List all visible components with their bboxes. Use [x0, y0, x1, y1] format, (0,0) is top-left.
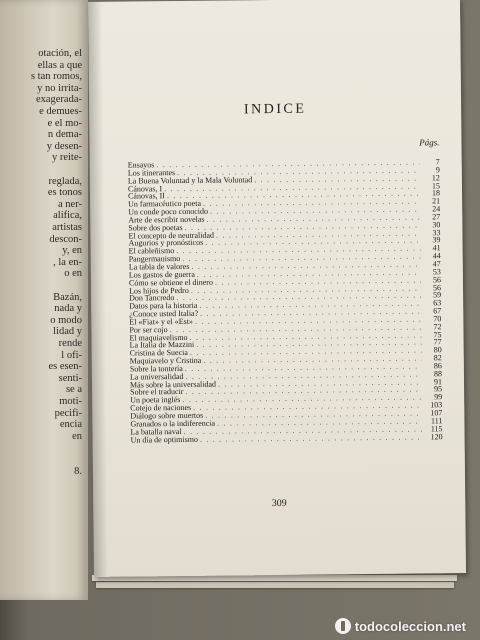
left-page-line: descon- [49, 233, 82, 245]
left-page-line: es tonos [47, 187, 82, 199]
toc-entry [131, 433, 443, 444]
left-page-line: e el mo- [47, 117, 82, 129]
left-page-line: 8. [74, 465, 82, 477]
toc-entry-title: El concepto de neutralidad [128, 230, 215, 241]
left-page-line: exagerada- [35, 94, 82, 106]
toc-entry-page: 72 [433, 321, 442, 332]
left-page-line: Bazán, [53, 291, 82, 303]
left-page-line: en [72, 430, 82, 442]
toc-entry-title: Diálogo sobre muertos [130, 410, 204, 421]
left-page-line: y reite- [51, 152, 82, 164]
toc-entry-title: ¿Conoce usted Italia? [129, 308, 199, 319]
index-title: INDICE [243, 101, 307, 118]
left-page-line: lidad y [53, 326, 82, 338]
toc-entry-title: Sobre la tontería [129, 363, 183, 374]
left-page-line: a ner- [58, 198, 82, 210]
toc-entry-page: 47 [432, 259, 441, 269]
left-page-line: alifica, [53, 210, 82, 222]
watermark [335, 618, 466, 634]
toc-entry-title: Por ser cojo [129, 324, 168, 335]
toc-entry-page: 75 [433, 329, 442, 339]
toc-entry-page: 39 [432, 235, 441, 245]
left-page-line: otación, el [38, 48, 82, 59]
left-page-line: senti- [58, 372, 82, 384]
toc-entry-title: Cómo se obtiene el dinero [128, 277, 213, 288]
toc-entry-page: 56 [432, 274, 441, 285]
toc-entry-title: Sobre dos poetas [128, 222, 183, 233]
toc-entry-title: Más sobre la universalidad [129, 379, 217, 390]
toc-entry-page: 91 [433, 376, 443, 386]
toc-entry-title: Cristina de Suecia [129, 348, 188, 358]
toc-entry-page: 15 [431, 180, 440, 190]
toc-entry-title: Maquiavelo y Cristina [129, 355, 202, 366]
toc-entry-page: 80 [433, 345, 442, 355]
toc-entry-title: Los itinerantes [127, 167, 176, 178]
toc-entry-page: 120 [430, 431, 443, 441]
table-of-contents [128, 158, 443, 444]
toc-entry-title: Augurios y pronósticos [128, 238, 204, 248]
index-page [88, 0, 466, 577]
toc-entry-page: 103 [430, 400, 443, 410]
left-page-line: o modo [50, 314, 82, 326]
toc-entry-page: 59 [433, 290, 442, 300]
left-page-line: nada y [54, 303, 82, 315]
toc-entry-page: 82 [433, 353, 442, 363]
toc-entry-title: Los hijos de Pedro [128, 285, 189, 296]
toc-entry-page: 7 [435, 157, 440, 167]
toc-entry-page: 86 [433, 361, 442, 371]
toc-entry-title: Cánovas, I [127, 183, 163, 194]
toc-entry-title: La Buena Voluntad y la Mala Voluntad [127, 174, 253, 186]
toc-entry-page: 9 [435, 165, 440, 175]
toc-entry-page: 111 [430, 416, 443, 426]
toc-entry-title: La tabla de valores [128, 261, 190, 272]
toc-entry-page: 88 [433, 369, 442, 379]
toc-entry-title: El maquiavelismo [129, 332, 188, 343]
toc-entry-page: 24 [432, 204, 441, 214]
left-page-line: se a [65, 384, 82, 396]
toc-entry-title: Pangermanismo [128, 254, 181, 264]
left-page-line: rende [58, 338, 82, 349]
toc-entry-title: Cánovas, II [128, 191, 165, 201]
toc-leader-dots [200, 433, 423, 443]
toc-entry-title: El cableñismo [128, 246, 175, 256]
left-page-line: l ofi- [61, 349, 82, 361]
toc-entry-page: 44 [432, 251, 441, 261]
toc-entry-page: 70 [433, 314, 442, 324]
left-page-line: s tan romos, [30, 71, 82, 83]
left-page-line: artistas [52, 222, 82, 233]
left-page-line: pecifi- [54, 407, 82, 419]
toc-entry-title: Ensayos [127, 160, 155, 170]
toc-entry-title: La batalla naval [130, 426, 182, 437]
toc-entry-title: Un día de optimismo [130, 434, 198, 445]
page-number: 309 [271, 497, 287, 510]
left-page-line: ellas a que [37, 59, 82, 71]
toc-entry-title: La universalidad [129, 371, 184, 382]
toc-entry-page: 63 [433, 298, 442, 308]
left-page-line: y desen- [46, 140, 82, 152]
left-page [0, 0, 88, 600]
left-page-line: es esen- [48, 361, 82, 373]
toc-entry-title: Un farmacéutico poeta [128, 198, 202, 209]
pages-header: Págs. [419, 137, 440, 148]
toc-entry-title: Los gastos de guerra [128, 269, 195, 280]
watermark-text: todocoleccion.net [354, 618, 466, 634]
toc-entry-title: El «Fiat» y el «Est» [129, 316, 193, 327]
toc-entry-title: Un conde poco conocido [128, 206, 209, 217]
toc-entry-page: 107 [430, 408, 443, 418]
toc-entry-page: 18 [431, 188, 441, 198]
toc-entry-title: La Italia de Mazzini [129, 340, 195, 350]
toc-entry-page: 115 [430, 423, 443, 434]
watermark-logo-icon [335, 618, 351, 634]
toc-entry-title: Don Tancredo [129, 293, 175, 303]
toc-entry-page: 30 [432, 220, 441, 230]
toc-entry-page: 33 [432, 227, 441, 237]
left-page-line: encia [59, 419, 82, 431]
page-edge-lower [96, 582, 454, 588]
left-page-line: y no irrita- [37, 82, 82, 94]
left-page-line: n dema- [47, 129, 82, 141]
toc-entry-page: 53 [432, 267, 441, 277]
left-page-line: reglada, [48, 175, 82, 187]
toc-entry-page: 77 [433, 337, 442, 347]
toc-entry-page: 67 [433, 306, 442, 316]
toc-entry-page: 99 [434, 392, 443, 402]
toc-entry-title: Un poeta inglés [130, 395, 181, 405]
toc-entry-title: Arte de escribir novelas [128, 214, 205, 225]
toc-entry-page: 41 [432, 243, 441, 253]
toc-entry-page: 95 [434, 384, 443, 394]
left-page-line: e demues- [39, 106, 82, 117]
toc-entry-title: Cotejo de naciones [130, 403, 192, 413]
left-page-line: o en [64, 268, 82, 280]
toc-entry-page: 27 [432, 212, 441, 222]
left-page-line: moti- [59, 396, 82, 407]
toc-entry-title: Datos para la historia [129, 301, 198, 311]
toc-entry-page: 56 [432, 282, 442, 292]
toc-entry-page: 21 [432, 196, 441, 206]
left-page-line: y, en [62, 245, 82, 257]
toc-entry-title: Sobre el traducir [130, 387, 184, 397]
toc-entry-title: Granados o la indiferencia [130, 418, 216, 429]
toc-entry-page: 12 [431, 172, 440, 183]
left-page-line: , la en- [53, 256, 82, 268]
